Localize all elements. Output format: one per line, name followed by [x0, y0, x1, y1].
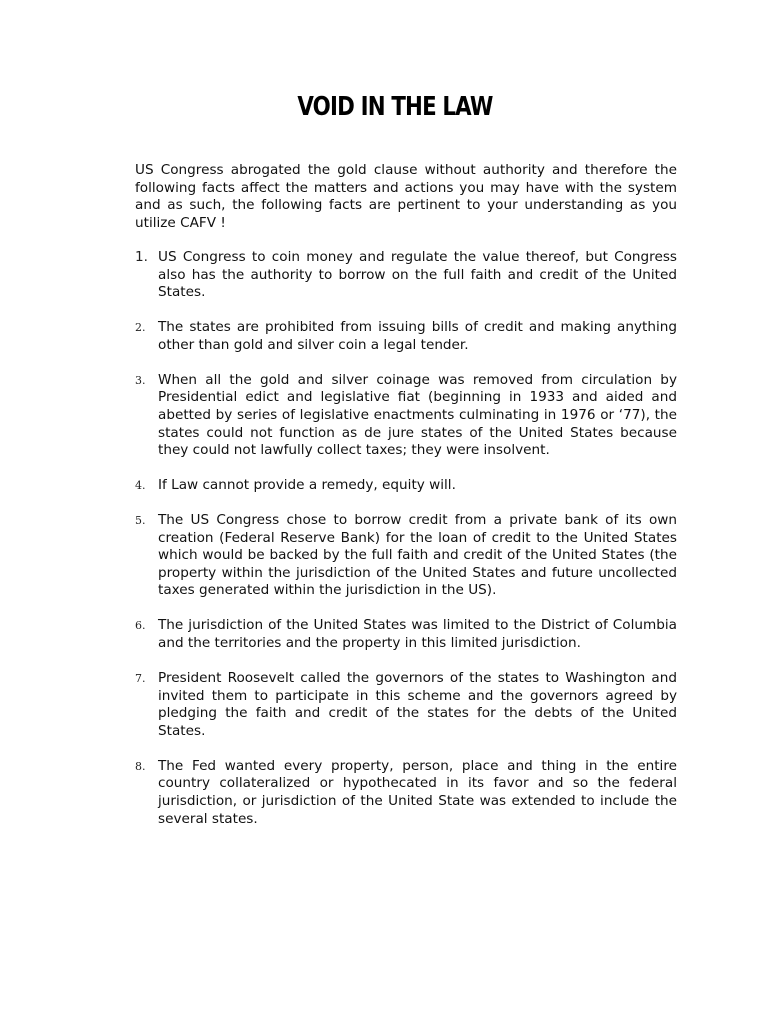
list-item [135, 372, 677, 460]
list-item [135, 512, 677, 600]
item-text: President Roosevelt called the governors of the states to Washington and invited them to participate in this scheme and the governors agreed by pledging the faith and credit of the states for the debts of the United States. [158, 670, 677, 739]
item-text: When all the gold and silver coinage was removed from circulation by Presidential edict and legislative fiat (beginning in 1933 and aided and abetted by series of legislative enactments culminating in 1976 or ‘77), the states could not function as de jure states of the United States because they could not lawfully collect taxes; they were insolvent. [158, 371, 677, 459]
list-item [135, 249, 677, 302]
intro-paragraph: US Congress abrogated the gold clause without authority and therefore the following facts affect the matters and actions you may have with the system and as such, the following facts are pertinent to your understanding as you utilize CAFV ! [135, 162, 677, 231]
item-number: 4. [135, 479, 146, 493]
item-number: 6. [135, 619, 146, 633]
item-text: The Fed wanted every property, person, place and thing in the entire country collateralized or hypothecated in its favor and so the federal jurisdiction, or jurisdiction of the United State was extended to include the several states. [158, 757, 677, 827]
document-title: VOID IN THE LAW [297, 92, 493, 122]
list-item [135, 758, 677, 828]
item-number: 7. [135, 672, 146, 686]
list-item [135, 670, 677, 740]
list-item [135, 319, 677, 354]
item-text: If Law cannot provide a remedy, equity will. [158, 477, 456, 494]
item-number: 5. [135, 514, 146, 528]
list-item [135, 477, 677, 495]
item-text: The states are prohibited from issuing bills of credit and making anything other than gold and silver coin a legal tender. [158, 319, 677, 353]
item-text: US Congress to coin money and regulate the value thereof, but Congress also has the authority to borrow on the full faith and credit of the United States. [158, 249, 677, 301]
item-number: 3. [135, 373, 146, 387]
item-number: 1. [135, 249, 148, 265]
list-item [135, 617, 677, 652]
item-text: The US Congress chose to borrow credit from a private bank of its own creation (Federal Reserve Bank) for the loan of credit to the United States which would be backed by the full faith and credit of the United States (the property within the jurisdiction of the United States and future uncollected taxes generated within the jurisdiction in the US). [158, 512, 677, 599]
facts-list [135, 249, 677, 846]
item-number: 8. [135, 759, 146, 773]
item-number: 2. [135, 321, 146, 335]
item-text: The jurisdiction of the United States was limited to the District of Columbia and the territories and the property in this limited jurisdiction. [158, 617, 677, 652]
